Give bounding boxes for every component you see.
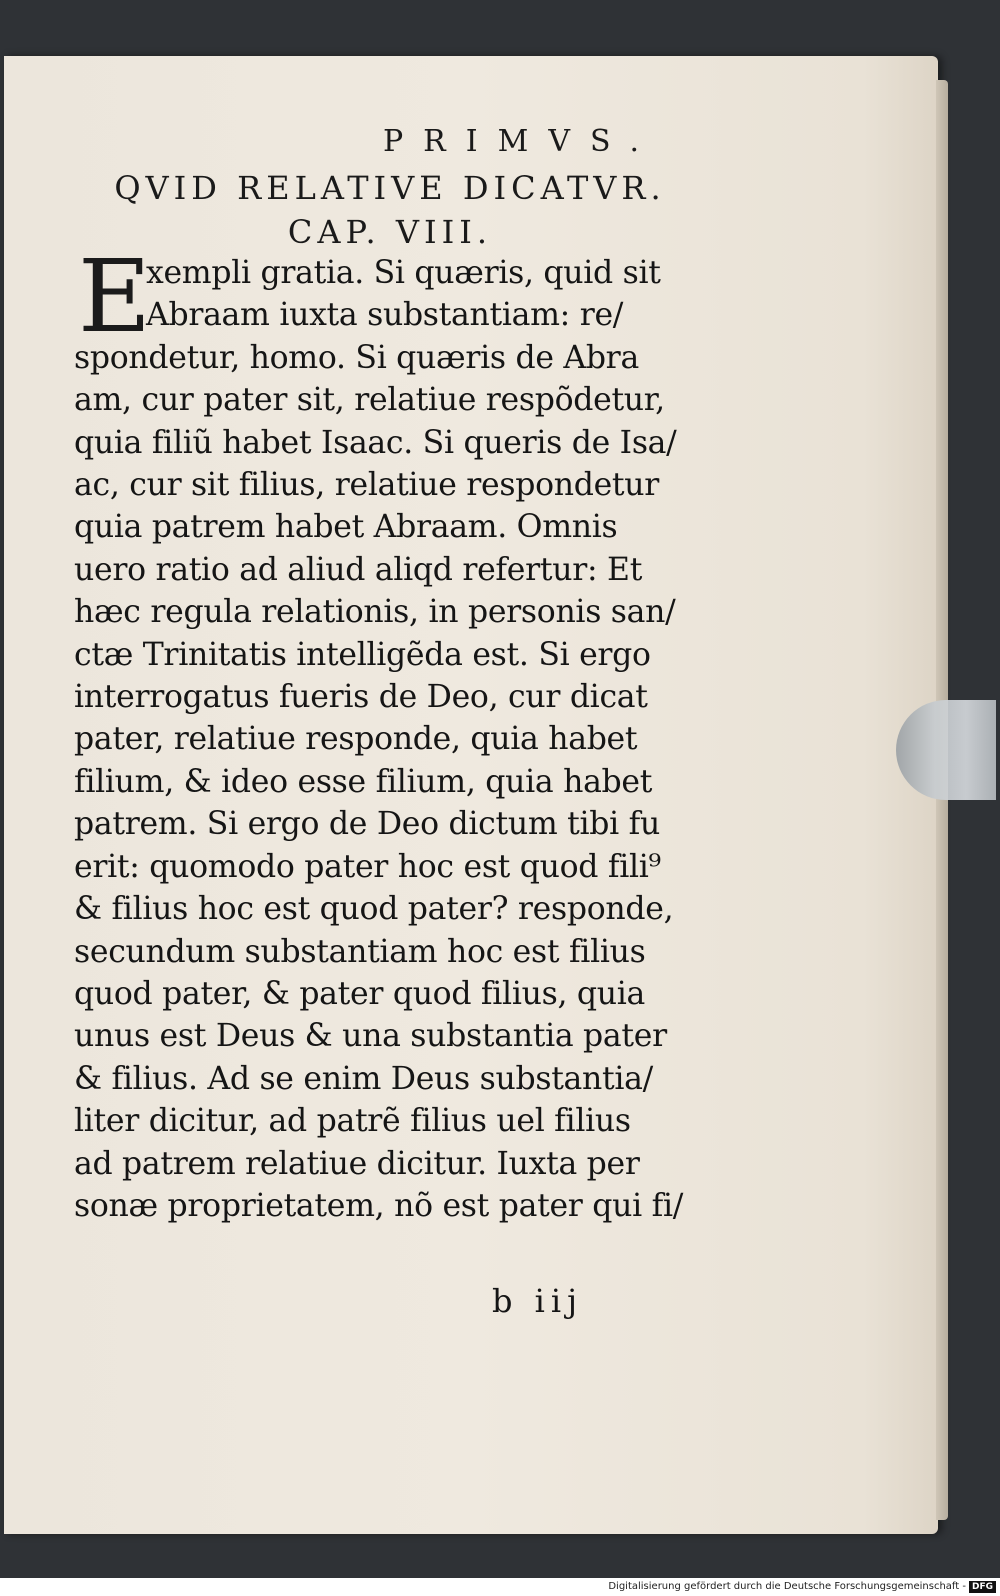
footer-credit (608, 1578, 996, 1596)
chapter-title (80, 166, 700, 254)
text-line: quia filiũ habet Isaac. Si queris de Isa/ (74, 424, 677, 461)
dfg-logo-icon: DFG (969, 1581, 996, 1593)
text-line: quia patrem habet Abraam. Omnis (74, 509, 618, 546)
footer-bar (0, 1578, 1000, 1596)
text-line: ad patrem relatiue dicitur. Iuxta per (74, 1145, 640, 1182)
chapter-title-line-2: CAP. VIII. (287, 213, 493, 251)
text-line: pater, relatiue responde, quia habet (74, 721, 638, 758)
footer-credit-text: Digitalisierung gefördert durch die Deutsche Forschungsgemeinschaft - (608, 1581, 966, 1592)
running-head: PRIMVS. (382, 124, 660, 159)
text-line: sonæ proprietatem, nõ est pater qui fi/ (74, 1187, 684, 1224)
text-line: liter dicitur, ad patrẽ filius uel filius (74, 1103, 631, 1140)
text-line: quod pater, & pater quod filius, quia (74, 975, 645, 1012)
text-line: unus est Deus & una substantia pater (74, 1018, 667, 1055)
text-line: & filius. Ad se enim Deus substantia/ (74, 1060, 653, 1097)
signature-mark: b iij (492, 1282, 584, 1320)
book-clip (896, 700, 996, 800)
body-text (74, 238, 684, 1227)
text-line: ac, cur sit filius, relatiue respondetur (74, 467, 660, 504)
text-line: filium, & ideo esse filium, quia habet (74, 763, 653, 800)
text-line: interrogatus fueris de Deo, cur dicat (74, 679, 648, 716)
text-line: xempli gratia. Si quæris, quid sit (146, 255, 661, 291)
page-edge (936, 80, 948, 1520)
text-line: spondetur, homo. Si quæris de Abra (74, 339, 639, 376)
book-page (4, 56, 938, 1534)
text-line: patrem. Si ergo de Deo dictum tibi fu (74, 806, 660, 843)
text-line: & filius hoc est quod pater? responde, (74, 891, 674, 928)
text-line: secundum substantiam hoc est filius (74, 933, 646, 970)
text-line: Abraam iuxta substantiam: re/ (146, 297, 624, 334)
chapter-title-line-1: QVID RELATIVE DICATVR. (114, 169, 666, 207)
text-line: ctæ Trinitatis intelligẽda est. Si ergo (74, 636, 651, 673)
text-line: am, cur pater sit, relatiue respõdetur, (74, 382, 665, 419)
text-line: hæc regula relationis, in personis san/ (74, 594, 676, 631)
text-line: uero ratio ad aliud aliqd refertur: Et (74, 551, 643, 588)
text-line: erit: quomodo pater hoc est quod fili⁹ (74, 848, 661, 885)
drop-capital: E (78, 238, 151, 355)
